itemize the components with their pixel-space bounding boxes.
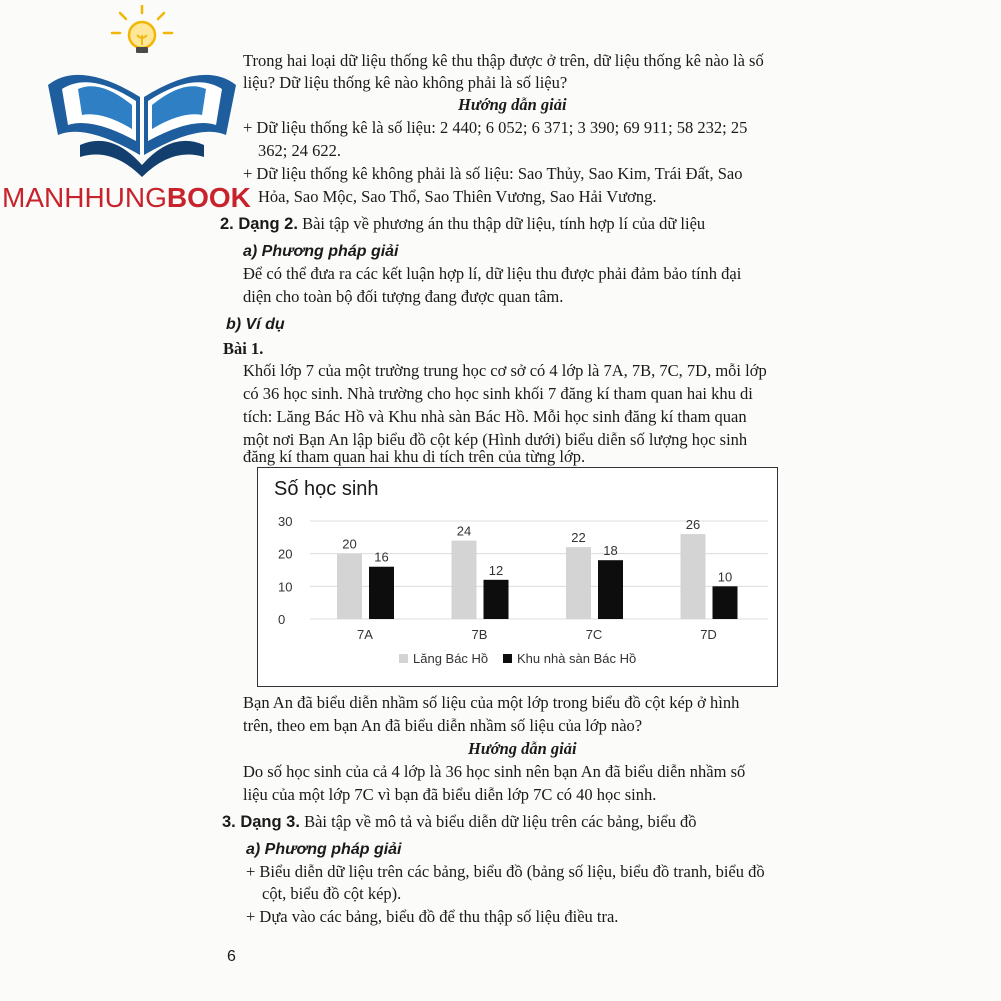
- section-3-title: Bài tập về mô tả và biểu diễn dữ liệu trên các bảng, biểu đồ: [304, 812, 697, 831]
- question-line2: trên, theo em bạn An đã biểu diễn nhầm số liệu của lớp nào?: [243, 716, 643, 735]
- data-label: 10: [717, 569, 733, 585]
- bar: [337, 554, 362, 619]
- section-3-heading: [222, 812, 697, 832]
- section-3-method-heading: a) Phương pháp giải: [246, 841, 402, 858]
- answer-line1: Do số học sinh của cả 4 lớp là 36 học sinh nên bạn An đã biểu diễn nhầm số: [243, 762, 746, 781]
- y-tick-label: 10: [278, 579, 293, 595]
- data-label: 22: [571, 530, 586, 546]
- section-2-number: 2. Dạng 2.: [220, 215, 298, 233]
- brand-wordmark: [2, 182, 251, 214]
- section-3-number: 3. Dạng 3.: [222, 813, 300, 831]
- guide-heading-1: Hướng dẫn giải: [458, 95, 567, 114]
- guide-heading-2: Hướng dẫn giải: [468, 739, 577, 758]
- section-2-method-heading: a) Phương pháp giải: [243, 243, 399, 260]
- bar: [484, 580, 509, 619]
- brand-part1: MANHHUNG: [2, 182, 167, 213]
- legend-swatch: [503, 654, 512, 663]
- x-tick-label: 7D: [700, 627, 717, 642]
- double-bar-chart: [258, 468, 776, 684]
- data-label: 20: [342, 536, 357, 552]
- y-tick-label: 20: [278, 546, 293, 562]
- guide1-bullet2-line2: Hỏa, Sao Mộc, Sao Thổ, Sao Thiên Vương, Sao Hải Vương.: [258, 187, 657, 206]
- bar: [713, 586, 738, 619]
- data-label: 26: [685, 517, 701, 533]
- x-tick-label: 7A: [357, 627, 373, 642]
- section-2-example-heading: b) Ví dụ: [226, 316, 285, 333]
- exercise-1-label: Bài 1.: [223, 339, 264, 358]
- section-3-bullet2: + Dựa vào các bảng, biểu đồ để thu thập số liệu điều tra.: [246, 907, 619, 926]
- intro-line-1: Trong hai loại dữ liệu thống kê thu thập được ở trên, dữ liệu thống kê nào là số: [243, 51, 764, 70]
- brand-part2: BOOK: [166, 182, 251, 213]
- intro-line-2: liệu? Dữ liệu thống kê nào không phải là số liệu?: [243, 73, 568, 92]
- section-3-bullet1-line2: cột, biểu đồ cột kép).: [262, 884, 402, 903]
- y-tick-label: 0: [278, 612, 286, 627]
- data-label: 16: [374, 549, 389, 565]
- bar: [598, 560, 623, 619]
- guide1-bullet1-line2: 362; 24 622.: [258, 141, 341, 160]
- exercise-1-line3: tích: Lăng Bác Hồ và Khu nhà sàn Bác Hồ. Mỗi học sinh đăng kí tham quan: [243, 407, 747, 426]
- bar: [369, 567, 394, 619]
- legend-label: Lăng Bác Hồ: [413, 651, 489, 666]
- answer-line2: liệu của một lớp 7C vì bạn đã biểu diễn lớp 7C có 40 học sinh.: [243, 785, 657, 804]
- section-3-bullet1-line1: + Biểu diễn dữ liệu trên các bảng, biểu đồ (bảng số liệu, biểu đồ tranh, biểu đồ: [246, 862, 765, 881]
- book-logo-icon: [40, 5, 250, 180]
- bar: [452, 541, 477, 619]
- legend-label: Khu nhà sàn Bác Hồ: [517, 651, 637, 666]
- exercise-1-line1: Khối lớp 7 của một trường trung học cơ sở có 4 lớp là 7A, 7B, 7C, 7D, mỗi lớp: [243, 361, 767, 380]
- exercise-1-line4: một nơi Bạn An lập biểu đồ cột kép (Hình dưới) biểu diễn số lượng học sinh: [243, 430, 748, 449]
- data-label: 18: [603, 543, 618, 559]
- data-label: 12: [488, 562, 504, 578]
- section-2-method-line2: diện cho toàn bộ đối tượng đang được quan tâm.: [243, 287, 564, 306]
- section-2-heading: [220, 214, 705, 234]
- y-tick-label: 30: [278, 514, 293, 529]
- page-number: 6: [227, 948, 236, 965]
- exercise-1-line2: có 36 học sinh. Nhà trường cho học sinh khối 7 đăng kí tham quan hai khu di: [243, 384, 753, 403]
- section-2-title: Bài tập về phương án thu thập dữ liệu, tính hợp lí của dữ liệu: [302, 214, 706, 233]
- question-line1: Bạn An đã biểu diễn nhầm số liệu của một lớp trong biểu đồ cột kép ở hình: [243, 693, 740, 712]
- section-2-method-line1: Để có thể đưa ra các kết luận hợp lí, dữ liệu thu được phải đảm bảo tính đại: [243, 264, 742, 283]
- guide1-bullet2-line1: + Dữ liệu thống kê không phải là số liệu: Sao Thủy, Sao Kim, Trái Đất, Sao: [243, 164, 743, 183]
- data-label: 24: [456, 523, 472, 539]
- exercise-1-line5: đăng kí tham quan hai khu di tích trên của từng lớp.: [243, 447, 586, 466]
- legend-swatch: [399, 654, 408, 663]
- x-tick-label: 7B: [471, 627, 488, 642]
- bar: [681, 534, 706, 619]
- chart-title: Số học sinh: [274, 478, 379, 500]
- x-tick-label: 7C: [585, 627, 603, 642]
- bar: [566, 547, 591, 619]
- guide1-bullet1-line1: + Dữ liệu thống kê là số liệu: 2 440; 6 052; 6 371; 3 390; 69 911; 58 232; 25: [243, 118, 748, 137]
